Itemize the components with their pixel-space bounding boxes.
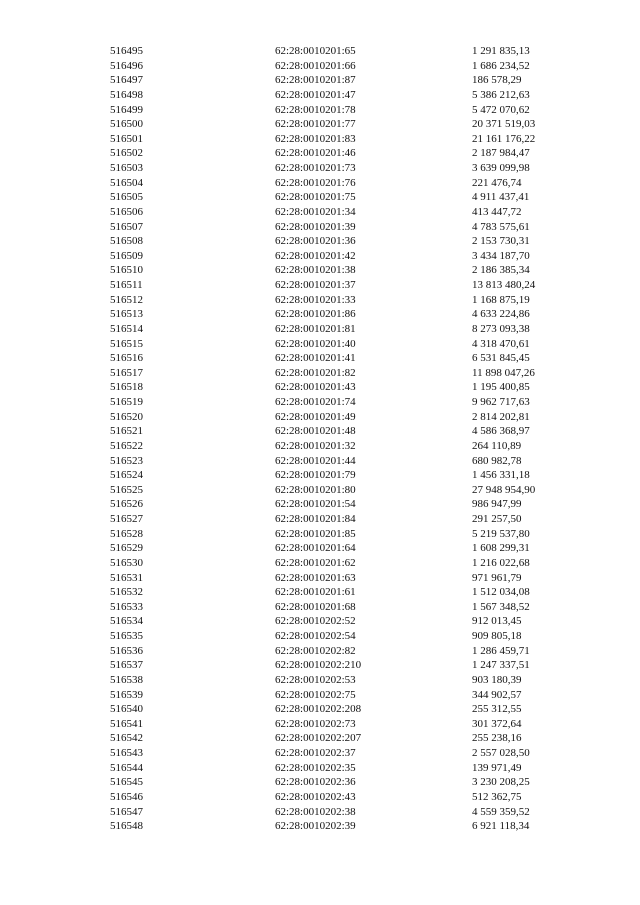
table-row bbox=[0, 424, 640, 439]
cadastral-number: 62:28:0010201:86 bbox=[275, 308, 356, 321]
row-number: 516538 bbox=[110, 673, 143, 686]
table-row bbox=[0, 59, 640, 74]
cadastral-number: 62:28:0010202:207 bbox=[275, 732, 362, 745]
table-row bbox=[0, 571, 640, 586]
cadastral-number: 62:28:0010202:208 bbox=[275, 703, 362, 716]
cadastral-value: 3 230 208,25 bbox=[472, 776, 530, 789]
cadastral-value: 2 186 385,34 bbox=[472, 264, 530, 277]
cadastral-value: 1 512 034,08 bbox=[472, 586, 530, 599]
table-row bbox=[0, 790, 640, 805]
cadastral-value: 5 386 212,63 bbox=[472, 88, 530, 101]
table-row bbox=[0, 263, 640, 278]
row-number: 516530 bbox=[110, 556, 143, 569]
cadastral-value: 344 902,57 bbox=[472, 688, 522, 701]
cadastral-number: 62:28:0010201:34 bbox=[275, 205, 356, 218]
cadastral-value: 5 219 537,80 bbox=[472, 527, 530, 540]
cadastral-number: 62:28:0010201:47 bbox=[275, 88, 356, 101]
cadastral-number: 62:28:0010202:39 bbox=[275, 820, 356, 833]
row-number: 516534 bbox=[110, 615, 143, 628]
cadastral-value: 27 948 954,90 bbox=[472, 483, 536, 496]
cadastral-number: 62:28:0010201:43 bbox=[275, 381, 356, 394]
cadastral-number: 62:28:0010202:38 bbox=[275, 805, 356, 818]
cadastral-value: 413 447,72 bbox=[472, 205, 522, 218]
cadastral-number: 62:28:0010201:74 bbox=[275, 396, 356, 408]
cadastral-number: 62:28:0010202:37 bbox=[275, 747, 356, 759]
row-number: 516541 bbox=[110, 717, 143, 730]
table-row bbox=[0, 673, 640, 688]
cadastral-number: 62:28:0010201:87 bbox=[275, 74, 356, 87]
table-row bbox=[0, 688, 640, 703]
cadastral-number: 62:28:0010201:44 bbox=[275, 454, 356, 467]
row-number: 516539 bbox=[110, 688, 143, 701]
cadastral-value: 301 372,64 bbox=[472, 717, 522, 730]
row-number: 516540 bbox=[110, 703, 143, 716]
cadastral-number: 62:28:0010201:36 bbox=[275, 235, 356, 248]
table-row bbox=[0, 117, 640, 132]
table-row bbox=[0, 161, 640, 176]
table-row bbox=[0, 220, 640, 235]
table-row bbox=[0, 731, 640, 746]
row-number: 516532 bbox=[110, 586, 143, 599]
cadastral-value: 986 947,99 bbox=[472, 498, 522, 511]
cadastral-value: 3 639 099,98 bbox=[472, 162, 530, 174]
cadastral-value: 971 961,79 bbox=[472, 571, 522, 584]
row-number: 516523 bbox=[110, 454, 143, 467]
row-number: 516503 bbox=[110, 162, 143, 174]
table-row bbox=[0, 614, 640, 629]
cadastral-value: 20 371 519,03 bbox=[472, 118, 536, 131]
row-number: 516526 bbox=[110, 498, 143, 511]
cadastral-value: 4 559 359,52 bbox=[472, 805, 530, 818]
table-row bbox=[0, 103, 640, 118]
table-row bbox=[0, 527, 640, 542]
table-row bbox=[0, 556, 640, 571]
row-number: 516501 bbox=[110, 132, 143, 145]
row-number: 516522 bbox=[110, 439, 143, 452]
cadastral-value: 6 921 118,34 bbox=[472, 820, 530, 833]
cadastral-number: 62:28:0010201:79 bbox=[275, 469, 356, 482]
table-row bbox=[0, 775, 640, 790]
row-number: 516498 bbox=[110, 88, 143, 101]
cadastral-value: 1 686 234,52 bbox=[472, 59, 530, 72]
cadastral-number: 62:28:0010201:38 bbox=[275, 264, 356, 277]
cadastral-value: 11 898 047,26 bbox=[472, 366, 535, 379]
table-row bbox=[0, 337, 640, 352]
cadastral-number: 62:28:0010201:76 bbox=[275, 176, 356, 189]
row-number: 516499 bbox=[110, 103, 143, 116]
cadastral-value: 21 161 176,22 bbox=[472, 132, 536, 145]
cadastral-value: 2 153 730,31 bbox=[472, 235, 530, 248]
cadastral-value: 4 586 368,97 bbox=[472, 425, 530, 438]
row-number: 516504 bbox=[110, 176, 143, 189]
row-number: 516500 bbox=[110, 118, 143, 131]
cadastral-value: 255 312,55 bbox=[472, 703, 522, 716]
row-number: 516533 bbox=[110, 600, 143, 613]
cadastral-number: 62:28:0010201:62 bbox=[275, 556, 356, 569]
row-number: 516509 bbox=[110, 249, 143, 262]
row-number: 516531 bbox=[110, 571, 143, 584]
cadastral-value: 264 110,89 bbox=[472, 439, 522, 452]
cadastral-value: 2 557 028,50 bbox=[472, 747, 530, 759]
table-row bbox=[0, 322, 640, 337]
row-number: 516542 bbox=[110, 732, 143, 745]
table-row bbox=[0, 73, 640, 88]
cadastral-value: 1 247 337,51 bbox=[472, 659, 530, 672]
cadastral-value: 255 238,16 bbox=[472, 732, 522, 745]
row-number: 516544 bbox=[110, 761, 143, 774]
table-row bbox=[0, 132, 640, 147]
row-number: 516525 bbox=[110, 483, 143, 496]
row-number: 516516 bbox=[110, 352, 143, 365]
cadastral-number: 62:28:0010202:52 bbox=[275, 615, 356, 628]
row-number: 516512 bbox=[110, 293, 143, 306]
cadastral-value: 909 805,18 bbox=[472, 630, 522, 642]
cadastral-value: 4 633 224,86 bbox=[472, 308, 530, 321]
cadastral-value: 4 911 437,41 bbox=[472, 191, 530, 204]
table-row bbox=[0, 644, 640, 659]
row-number: 516547 bbox=[110, 805, 143, 818]
table-row bbox=[0, 146, 640, 161]
cadastral-value: 5 472 070,62 bbox=[472, 103, 530, 116]
table-row bbox=[0, 410, 640, 425]
cadastral-number: 62:28:0010201:77 bbox=[275, 118, 356, 131]
cadastral-number: 62:28:0010201:64 bbox=[275, 542, 356, 555]
cadastral-number: 62:28:0010202:53 bbox=[275, 673, 356, 686]
table-row bbox=[0, 541, 640, 556]
table-row bbox=[0, 88, 640, 103]
table-row bbox=[0, 512, 640, 527]
cadastral-number: 62:28:0010201:46 bbox=[275, 147, 356, 160]
table-row bbox=[0, 380, 640, 395]
cadastral-value: 9 962 717,63 bbox=[472, 396, 530, 408]
cadastral-value: 1 286 459,71 bbox=[472, 644, 530, 657]
table-row bbox=[0, 205, 640, 220]
cadastral-number: 62:28:0010201:78 bbox=[275, 103, 356, 116]
row-number: 516496 bbox=[110, 59, 143, 72]
cadastral-number: 62:28:0010201:84 bbox=[275, 513, 356, 525]
table-row bbox=[0, 819, 640, 834]
table-row bbox=[0, 293, 640, 308]
cadastral-value: 1 456 331,18 bbox=[472, 469, 530, 482]
cadastral-value: 1 168 875,19 bbox=[472, 293, 530, 306]
row-number: 516543 bbox=[110, 747, 143, 759]
row-number: 516506 bbox=[110, 205, 143, 218]
table-row bbox=[0, 717, 640, 732]
row-number: 516546 bbox=[110, 790, 143, 803]
cadastral-number: 62:28:0010201:73 bbox=[275, 162, 356, 174]
cadastral-value: 680 982,78 bbox=[472, 454, 522, 467]
cadastral-number: 62:28:0010201:32 bbox=[275, 439, 356, 452]
table-row bbox=[0, 176, 640, 191]
cadastral-number: 62:28:0010201:33 bbox=[275, 293, 356, 306]
table-row bbox=[0, 366, 640, 381]
row-number: 516548 bbox=[110, 820, 143, 833]
cadastral-number: 62:28:0010201:54 bbox=[275, 498, 356, 511]
table-row bbox=[0, 454, 640, 469]
cadastral-value: 6 531 845,45 bbox=[472, 352, 530, 365]
row-number: 516513 bbox=[110, 308, 143, 321]
cadastral-number: 62:28:0010201:61 bbox=[275, 586, 356, 599]
row-number: 516502 bbox=[110, 147, 143, 160]
cadastral-number: 62:28:0010201:41 bbox=[275, 352, 356, 365]
cadastral-number: 62:28:0010201:82 bbox=[275, 366, 356, 379]
cadastral-value: 1 195 400,85 bbox=[472, 381, 530, 394]
cadastral-number: 62:28:0010201:65 bbox=[275, 45, 356, 57]
cadastral-number: 62:28:0010201:37 bbox=[275, 279, 356, 291]
cadastral-number: 62:28:0010202:82 bbox=[275, 644, 356, 657]
table-row bbox=[0, 44, 640, 59]
table-row bbox=[0, 746, 640, 761]
table-row bbox=[0, 439, 640, 454]
cadastral-value: 903 180,39 bbox=[472, 673, 522, 686]
data-table bbox=[0, 44, 640, 834]
table-row bbox=[0, 483, 640, 498]
cadastral-value: 1 216 022,68 bbox=[472, 556, 530, 569]
table-row bbox=[0, 234, 640, 249]
table-row bbox=[0, 468, 640, 483]
cadastral-value: 3 434 187,70 bbox=[472, 249, 530, 262]
cadastral-number: 62:28:0010201:66 bbox=[275, 59, 356, 72]
cadastral-value: 221 476,74 bbox=[472, 176, 522, 189]
cadastral-number: 62:28:0010201:42 bbox=[275, 249, 356, 262]
cadastral-value: 2 187 984,47 bbox=[472, 147, 530, 160]
cadastral-number: 62:28:0010202:36 bbox=[275, 776, 356, 789]
cadastral-value: 912 013,45 bbox=[472, 615, 522, 628]
row-number: 516518 bbox=[110, 381, 143, 394]
table-row bbox=[0, 249, 640, 264]
cadastral-number: 62:28:0010202:210 bbox=[275, 659, 362, 672]
cadastral-value: 1 567 348,52 bbox=[472, 600, 530, 613]
cadastral-value: 1 608 299,31 bbox=[472, 542, 530, 555]
cadastral-value: 2 814 202,81 bbox=[472, 410, 530, 423]
row-number: 516535 bbox=[110, 630, 143, 642]
cadastral-number: 62:28:0010201:39 bbox=[275, 220, 356, 233]
table-row bbox=[0, 658, 640, 673]
cadastral-number: 62:28:0010201:85 bbox=[275, 527, 356, 540]
row-number: 516514 bbox=[110, 322, 143, 335]
table-row bbox=[0, 629, 640, 644]
table-row bbox=[0, 278, 640, 293]
cadastral-number: 62:28:0010202:35 bbox=[275, 761, 356, 774]
row-number: 516508 bbox=[110, 235, 143, 248]
row-number: 516505 bbox=[110, 191, 143, 204]
cadastral-value: 13 813 480,24 bbox=[472, 279, 536, 291]
table-row bbox=[0, 600, 640, 615]
cadastral-value: 1 291 835,13 bbox=[472, 45, 530, 57]
table-row bbox=[0, 190, 640, 205]
table-row bbox=[0, 702, 640, 717]
row-number: 516524 bbox=[110, 469, 143, 482]
cadastral-number: 62:28:0010201:63 bbox=[275, 571, 356, 584]
table-row bbox=[0, 805, 640, 820]
row-number: 516495 bbox=[110, 45, 143, 57]
cadastral-number: 62:28:0010201:83 bbox=[275, 132, 356, 145]
row-number: 516529 bbox=[110, 542, 143, 555]
cadastral-number: 62:28:0010201:81 bbox=[275, 322, 356, 335]
row-number: 516510 bbox=[110, 264, 143, 277]
cadastral-number: 62:28:0010201:48 bbox=[275, 425, 356, 438]
row-number: 516519 bbox=[110, 396, 143, 408]
row-number: 516545 bbox=[110, 776, 143, 789]
cadastral-value: 186 578,29 bbox=[472, 74, 522, 87]
row-number: 516517 bbox=[110, 366, 143, 379]
row-number: 516497 bbox=[110, 74, 143, 87]
cadastral-value: 291 257,50 bbox=[472, 513, 522, 525]
cadastral-number: 62:28:0010201:80 bbox=[275, 483, 356, 496]
row-number: 516528 bbox=[110, 527, 143, 540]
row-number: 516515 bbox=[110, 337, 143, 350]
cadastral-value: 4 318 470,61 bbox=[472, 337, 530, 350]
cadastral-number: 62:28:0010201:75 bbox=[275, 191, 356, 204]
cadastral-value: 8 273 093,38 bbox=[472, 322, 530, 335]
cadastral-value: 139 971,49 bbox=[472, 761, 522, 774]
cadastral-number: 62:28:0010202:54 bbox=[275, 630, 356, 642]
table-row bbox=[0, 307, 640, 322]
row-number: 516537 bbox=[110, 659, 143, 672]
cadastral-number: 62:28:0010202:75 bbox=[275, 688, 356, 701]
cadastral-number: 62:28:0010201:40 bbox=[275, 337, 356, 350]
row-number: 516520 bbox=[110, 410, 143, 423]
cadastral-number: 62:28:0010202:73 bbox=[275, 717, 356, 730]
table-row bbox=[0, 395, 640, 410]
row-number: 516536 bbox=[110, 644, 143, 657]
row-number: 516521 bbox=[110, 425, 143, 438]
table-row bbox=[0, 351, 640, 366]
cadastral-number: 62:28:0010201:68 bbox=[275, 600, 356, 613]
cadastral-value: 4 783 575,61 bbox=[472, 220, 530, 233]
cadastral-number: 62:28:0010202:43 bbox=[275, 790, 356, 803]
table-row bbox=[0, 761, 640, 776]
cadastral-value: 512 362,75 bbox=[472, 790, 522, 803]
table-row bbox=[0, 497, 640, 512]
row-number: 516527 bbox=[110, 513, 143, 525]
row-number: 516507 bbox=[110, 220, 143, 233]
table-row bbox=[0, 585, 640, 600]
row-number: 516511 bbox=[110, 279, 143, 291]
cadastral-number: 62:28:0010201:49 bbox=[275, 410, 356, 423]
